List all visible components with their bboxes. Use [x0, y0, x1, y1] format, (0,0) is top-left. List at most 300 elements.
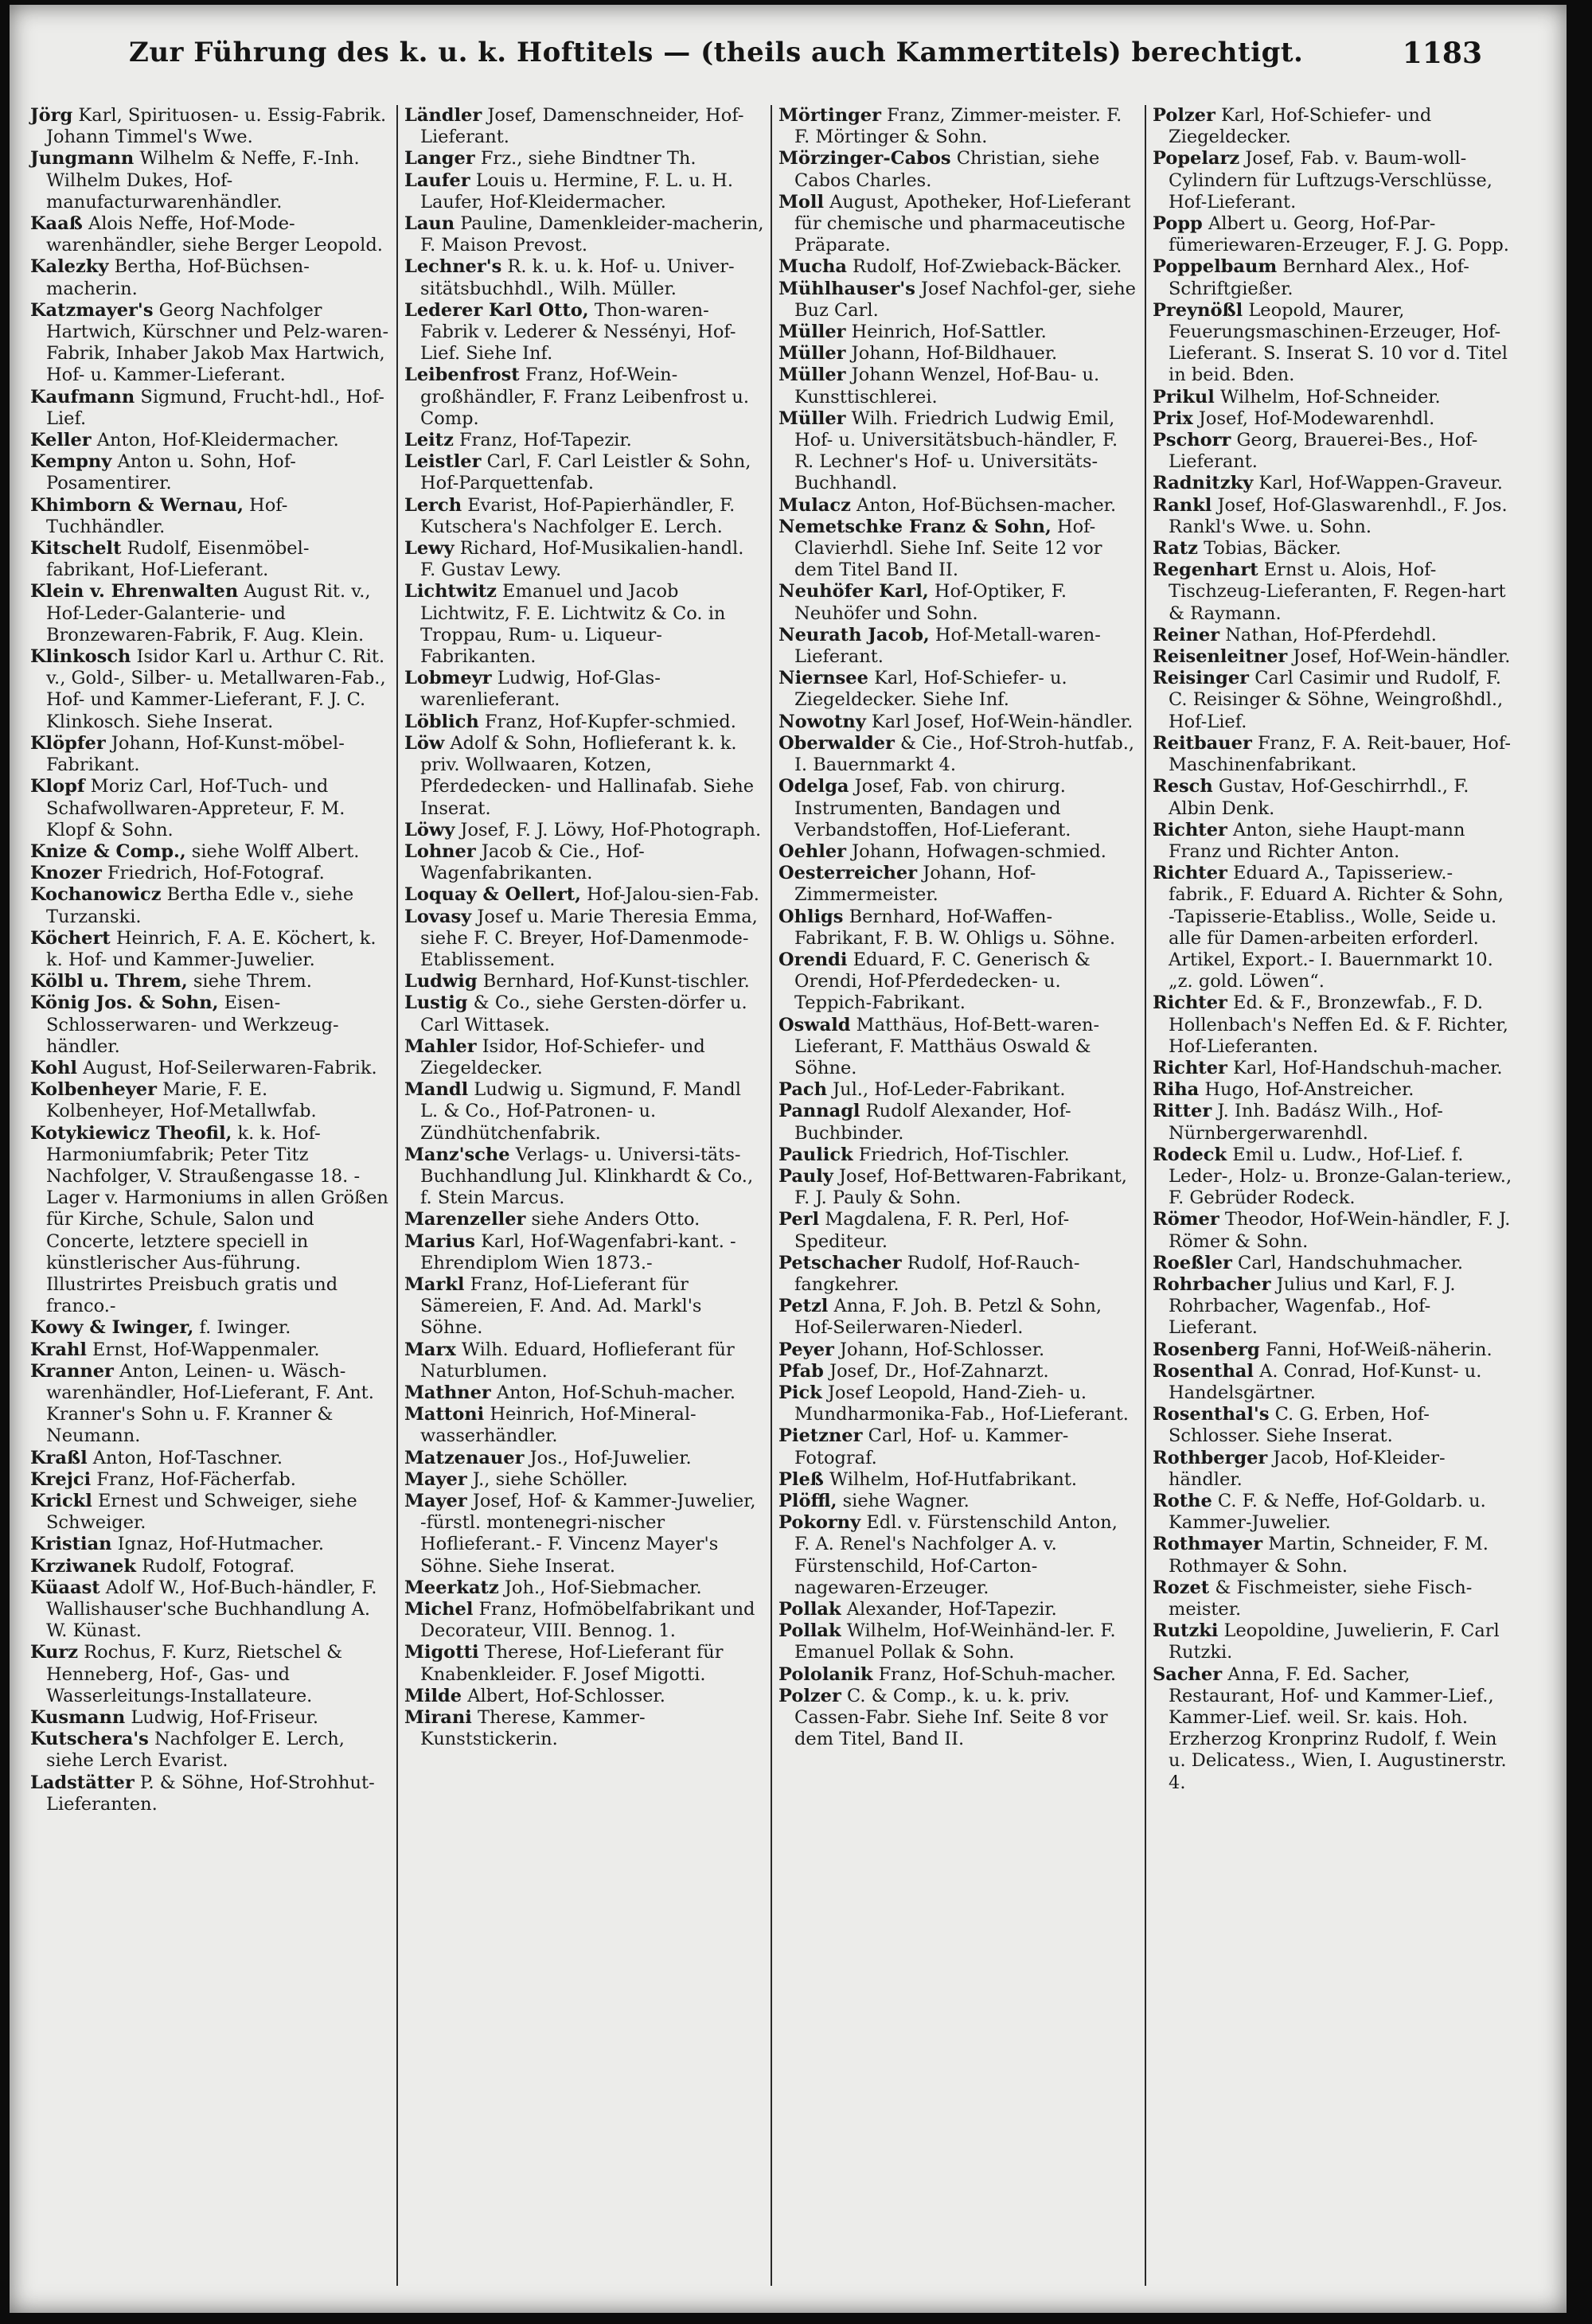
entry-name: Pollak [778, 1599, 841, 1620]
directory-entry [778, 581, 1138, 624]
entry-text: Josef Leopold, Hand-Zieh- u. Mundharmonika-Fab., Hof-Lieferant. [794, 1382, 1129, 1425]
entry-name: Laufer [404, 170, 470, 191]
entry-name: Rozet [1153, 1577, 1210, 1598]
entry-text: Emil u. Ludw., Hof-Lief. f. Leder-, Holz- u. Bronze-Galan-teriew., F. Gebrüder Rodeck. [1169, 1144, 1512, 1209]
entry-text: Louis u. Hermine, F. L. u. H. Laufer, Hof-Kleidermacher. [420, 170, 733, 213]
entry-name: Ratz [1153, 538, 1198, 560]
entry-text: Jos., Hof-Juwelier. [524, 1447, 692, 1468]
entry-text: Franz, Hofmöbelfabrikant und Decorateur, VIII. Bennog. 1. [420, 1599, 755, 1642]
entry-name: Mahler [404, 1035, 477, 1057]
directory-entry [30, 1123, 390, 1318]
entry-name: Roeßler [1153, 1252, 1232, 1273]
entry-name: Lobmeyr [404, 668, 492, 689]
entry-text: J. Inh. Badász Wilh., Hof-Nürnbergerwarenhdl. [1169, 1101, 1443, 1144]
entry-name: Löblich [404, 711, 479, 732]
directory-entry [1153, 1339, 1514, 1361]
entry-name: Pololanik [778, 1663, 873, 1685]
directory-page [10, 5, 1567, 2313]
entry-name: Pach [778, 1079, 827, 1101]
directory-entry [404, 105, 764, 148]
entry-name: Lederer Karl Otto, [404, 299, 589, 321]
entry-text: Ernest und Schweiger, siehe Schweiger. [46, 1491, 357, 1534]
entry-name: Kutschera's [30, 1729, 149, 1750]
entry-text: Hof-Tuchhändler. [46, 494, 288, 537]
directory-entry [778, 256, 1138, 278]
directory-entry [778, 1425, 1138, 1468]
entry-name: Manz'sche [404, 1144, 510, 1165]
entry-text: Franz, Hof-Tapezir. [453, 430, 632, 451]
entry-text: Nachfolger E. Lerch, siehe Lerch Evarist. [46, 1729, 345, 1772]
directory-entry [778, 1339, 1138, 1361]
entry-name: Oswald [778, 1014, 851, 1035]
entry-text: Sigmund, Frucht-hdl., Hof-Lief. [46, 386, 384, 429]
directory-entry [404, 1231, 764, 1274]
directory-entry [404, 1686, 764, 1707]
entry-name: Petzl [778, 1296, 829, 1317]
entry-name: Klinkosch [30, 646, 131, 668]
entry-text: Fanni, Hof-Weiß-näherin. [1259, 1339, 1492, 1360]
entry-name: Reisenleitner [1153, 646, 1288, 668]
directory-entry [404, 451, 764, 494]
entry-name: Ohligs [778, 906, 844, 927]
directory-entry [404, 1469, 764, 1491]
directory-entry [404, 1448, 764, 1469]
entry-name: Michel [404, 1599, 474, 1620]
entry-text: Anna, F. Joh. B. Petzl & Sohn, Hof-Seilerwaren-Niederl. [794, 1296, 1102, 1339]
entry-name: Kristian [30, 1534, 112, 1555]
entry-name: Kitschelt [30, 538, 122, 560]
entry-name: Regenhart [1153, 560, 1258, 581]
entry-text: Friedrich, Hof-Tischler. [853, 1144, 1070, 1165]
directory-entry [1153, 1209, 1514, 1252]
entry-text: Anton, siehe Haupt-mann Franz und Richter Anton. [1169, 819, 1465, 862]
directory-entry [404, 971, 764, 992]
entry-name: Pauly [778, 1165, 833, 1187]
entry-text: Hof-Clavierhdl. Siehe Inf. Seite 12 vor dem Titel Band II. [794, 516, 1102, 581]
entry-name: Migotti [404, 1642, 479, 1663]
directory-entry [778, 841, 1138, 863]
entry-name: Richter [1153, 863, 1227, 884]
directory-entry [1153, 1448, 1514, 1491]
entry-text: Therese, Kammer-Kunststickerin. [420, 1707, 646, 1750]
entry-text: Emanuel und Jacob Lichtwitz, F. E. Lichtwitz & Co. in Troppau, Rum- u. Liqueur-Fabrikanten. [420, 581, 726, 668]
entry-text: Heinrich, Hof-Mineral-wasserhändler. [420, 1404, 696, 1447]
directory-entry [778, 1296, 1138, 1339]
entry-name: Mucha [778, 256, 847, 278]
entry-name: Müller [778, 407, 846, 429]
entry-name: Pokorny [778, 1512, 861, 1534]
entry-text: Georg, Brauerei-Bes., Hof-Lieferant. [1169, 430, 1478, 473]
directory-entry [30, 1058, 390, 1079]
entry-text: f. Iwinger. [193, 1317, 291, 1339]
entry-text: Ernst u. Alois, Hof-Tischzeug-Lieferanten, F. Regen-hart & Raymann. [1169, 560, 1506, 624]
entry-name: Richter [1153, 1057, 1227, 1078]
entry-name: Poppelbaum [1153, 256, 1278, 278]
entry-text: Moriz Carl, Hof-Tuch- und Schafwollwaren-Appreteur, F. M. Klopf & Sohn. [46, 776, 345, 840]
entry-name: Rohrbacher [1153, 1273, 1271, 1295]
entry-text: Eduard, F. C. Generisch & Orendi, Hof-Pferdedecken- u. Teppich-Fabrikant. [794, 949, 1091, 1014]
directory-entry [404, 1707, 764, 1750]
entry-text: Tobias, Bäcker. [1197, 538, 1341, 560]
entry-name: Marius [404, 1230, 475, 1252]
entry-text: Anna, F. Ed. Sacher, Restaurant, Hof- und Kammer-Lief., Kammer-Lief. weil. Sr. kais. Hoh. Erzherzog Kronprinz Rudolf, f. Wein u. Delicatess., Wien, I. Augustinerstr. 4. [1169, 1663, 1507, 1793]
entry-name: Reitbauer [1153, 732, 1252, 754]
entry-name: Kranner [30, 1360, 114, 1382]
entry-text: Franz, Hof-Kupfer-schmied. [478, 711, 736, 732]
directory-entry [404, 1209, 764, 1230]
entry-text: Bernhard, Hof-Kunst-tischler. [477, 971, 750, 992]
entry-text: Joh., Hof-Siebmacher. [498, 1577, 702, 1598]
directory-entry [778, 1664, 1138, 1686]
directory-entry [404, 1577, 764, 1599]
entry-text: Hof-Jalou-sien-Fab. [580, 884, 759, 906]
directory-entry [1153, 1534, 1514, 1577]
entry-text: & Fischmeister, siehe Fisch-meister. [1169, 1577, 1473, 1620]
directory-entry [30, 928, 390, 971]
directory-entry [778, 1101, 1138, 1144]
directory-entry [30, 1556, 390, 1577]
directory-entry [30, 538, 390, 581]
entry-text: Jul., Hof-Leder-Fabrikant. [826, 1079, 1066, 1101]
entry-text: Albert, Hof-Schlosser. [462, 1685, 665, 1706]
directory-entry [30, 1448, 390, 1469]
entry-text: Adolf & Sohn, Hoflieferant k. k. priv. Wollwaaren, Kotzen, Pferdedecken- und Hallinafab. Siehe Inserat. [420, 732, 755, 819]
entry-name: Plöffl, [778, 1491, 837, 1511]
entry-text: Rudolf, Eisenmöbel-fabrikant, Hof-Lieferant. [46, 538, 310, 581]
entry-text: Nathan, Hof-Pferdehdl. [1219, 624, 1437, 645]
directory-entry [404, 300, 764, 365]
entry-name: Polzer [778, 1685, 841, 1706]
entry-text: Wilh. Friedrich Ludwig Emil, Hof- u. Universitätsbuch-händler, F. R. Lechner's Hof- u. Universitäts-Buchhandl. [794, 407, 1118, 494]
directory-entry [404, 668, 764, 711]
directory-entry [404, 712, 764, 733]
entry-name: Löwy [404, 819, 455, 840]
entry-text: Franz, Zimmer-meister. F. F. Mörtinger & Sohn. [794, 105, 1122, 148]
entry-text: Thon-waren-Fabrik v. Lederer & Nessényi, Hof-Lief. Siehe Inf. [420, 299, 736, 365]
directory-entry [30, 1339, 390, 1361]
entry-text: Karl, Hof-Handschuh-macher. [1227, 1057, 1503, 1078]
entry-text: Alois Neffe, Hof-Mode-warenhändler, siehe Berger Leopold. [46, 213, 383, 256]
column-4 [1146, 105, 1520, 2286]
entry-name: Odelga [778, 776, 849, 797]
entry-name: Markl [404, 1273, 465, 1295]
entry-text: Karl, Spirituosen- u. Essig-Fabrik. Johann Timmel's Wwe. [46, 105, 387, 148]
entry-name: Müller [778, 365, 846, 386]
directory-entry [778, 1491, 1138, 1512]
entry-text: R. k. u. k. Hof- u. Univer-sitätsbuchhdl., Wilh. Müller. [420, 256, 735, 299]
directory-entry [404, 1404, 764, 1447]
entry-name: Jungmann [30, 148, 135, 170]
entry-text: Josef, Fab. von chirurg. Instrumenten, Bandagen und Verbandstoffen, Hof-Lieferant. [794, 776, 1071, 840]
directory-entry [30, 387, 390, 430]
entry-text: Adolf W., Hof-Buch-händler, F. Wallishauser'sche Buchhandlung A. W. Künast. [46, 1577, 377, 1642]
entry-name: Leibenfrost [404, 365, 520, 386]
entry-text: Magdalena, F. R. Perl, Hof-Spediteur. [794, 1209, 1070, 1252]
entry-text: siehe Wolff Albert. [185, 840, 360, 862]
entry-name: Popelarz [1153, 148, 1240, 170]
entry-name: Rothmayer [1153, 1534, 1263, 1555]
directory-entry [778, 1209, 1138, 1252]
directory-entry [1153, 1577, 1514, 1620]
entry-name: Pollak [778, 1620, 841, 1642]
entry-text: Karl, Hof-Wappen-Graveur. [1253, 473, 1503, 494]
directory-entry [778, 949, 1138, 1015]
entry-text: Ignaz, Hof-Hutmacher. [111, 1534, 325, 1555]
directory-entry [404, 733, 764, 820]
directory-entry [778, 517, 1138, 582]
directory-entry [1153, 1620, 1514, 1663]
directory-entry [30, 1577, 390, 1643]
entry-name: Neurath Jacob, [778, 624, 930, 645]
directory-entry [1153, 863, 1514, 992]
entry-name: Polzer [1153, 105, 1215, 126]
directory-entry [404, 581, 764, 668]
directory-entry [778, 148, 1138, 191]
directory-entry [30, 1079, 390, 1122]
entry-name: Klein v. Ehrenwalten [30, 581, 239, 602]
entry-text: Ernst, Hof-Wappenmaler. [86, 1339, 320, 1360]
directory-entry [30, 300, 390, 387]
entry-name: Lerch [404, 494, 462, 516]
entry-text: Josef, Hof-Modewarenhdl. [1192, 407, 1435, 429]
column-2 [398, 105, 772, 2286]
entry-name: Prix [1153, 407, 1193, 429]
entry-text: Franz, Hof-Fächerfab. [91, 1468, 296, 1490]
directory-entry [778, 1512, 1138, 1599]
entry-text: Richard, Hof-Musikalien-handl. F. Gustav Lewy. [420, 538, 744, 581]
entry-name: Niernsee [778, 668, 868, 689]
entry-text: Martin, Schneider, F. M. Rothmayer & Sohn. [1169, 1534, 1489, 1577]
directory-entry [1153, 1144, 1514, 1210]
entry-text: Wilhelm & Neffe, F.-Inh. Wilhelm Dukes, Hof-manufacturwarenhändler. [46, 148, 360, 213]
entry-text: Wilhelm, Hof-Hutfabrikant. [823, 1468, 1078, 1490]
entry-text: & Cie., Hof-Stroh-hutfab., I. Bauernmarkt 4. [794, 732, 1135, 776]
directory-entry [1153, 992, 1514, 1058]
entry-name: Reiner [1153, 624, 1220, 645]
entry-text: August, Hof-Seilerwaren-Fabrik. [76, 1057, 377, 1078]
directory-entry [1153, 1404, 1514, 1447]
entry-name: Kempny [30, 451, 112, 473]
entry-name: Pietzner [778, 1425, 863, 1447]
directory-entry [778, 1079, 1138, 1101]
entry-text: C. & Comp., k. u. k. priv. Cassen-Fabr. Siehe Inf. Seite 8 vor dem Titel, Band II. [794, 1685, 1108, 1750]
entry-text: siehe Anders Otto. [525, 1209, 700, 1230]
entry-text: Therese, Hof-Lieferant für Knabenkleider. F. Josef Migotti. [420, 1642, 724, 1685]
directory-entry [778, 668, 1138, 711]
directory-entry [1153, 213, 1514, 256]
directory-entry [404, 992, 764, 1035]
entry-text: Bernhard Alex., Hof-Schriftgießer. [1169, 256, 1469, 299]
entry-text: Josef, Damenschneider, Hof-Lieferant. [420, 105, 744, 148]
entry-name: Klöpfer [30, 732, 106, 754]
directory-entry [778, 1382, 1138, 1425]
entry-name: Rothberger [1153, 1447, 1268, 1468]
directory-entry [778, 776, 1138, 841]
entry-name: Kaaß [30, 213, 83, 235]
entry-text: Johann, Hofwagen-schmied. [846, 840, 1106, 862]
directory-entry [1153, 408, 1514, 430]
entry-name: Marx [404, 1339, 456, 1360]
directory-entry [1153, 473, 1514, 494]
entry-text: Hugo, Hof-Anstreicher. [1199, 1079, 1414, 1101]
entry-name: Kowy & Iwinger, [30, 1317, 194, 1339]
entry-text: Josef, Hof- & Kammer-Juwelier, -fürstl. montenegri-nischer Hoflieferant.- F. Vincenz Mayer's Söhne. Siehe Inserat. [420, 1491, 756, 1577]
directory-entry [1153, 1253, 1514, 1274]
directory-entry [778, 625, 1138, 668]
directory-entry [30, 776, 390, 841]
directory-entry [30, 213, 390, 256]
entry-text: Josef Nachfol-ger, siehe Buz Carl. [794, 278, 1136, 321]
entry-text: Anton, Hof-Kleidermacher. [91, 430, 339, 451]
directory-entry [1153, 105, 1514, 148]
entry-text: Josef, Hof-Glaswarenhdl., F. Jos. Rankl's Wwe. u. Sohn. [1169, 494, 1508, 537]
entry-text: Franz, Hof-Wein-großhändler, F. Franz Leibenfrost u. Comp. [420, 365, 749, 429]
entry-text: Johann, Hof-Kunst-möbel-Fabrikant. [46, 732, 345, 776]
entry-text: Johann, Hof-Bildhauer. [845, 343, 1058, 365]
entry-name: Krejci [30, 1468, 92, 1490]
directory-entry [404, 1491, 764, 1577]
entry-text: August Rit. v., Hof-Leder-Galanterie- und Bronzewaren-Fabrik, F. Aug. Klein. [46, 581, 371, 645]
directory-entry [778, 1361, 1138, 1382]
directory-entry [1153, 1101, 1514, 1144]
entry-name: Katzmayer's [30, 299, 154, 321]
entry-text: Frz., siehe Bindtner Th. [474, 148, 696, 170]
entry-name: Lohner [404, 840, 476, 862]
entry-text: Christian, siehe Cabos Charles. [794, 148, 1100, 191]
entry-name: Lechner's [404, 256, 502, 278]
entry-name: Langer [404, 148, 475, 170]
entry-text: Jacob, Hof-Kleider-händler. [1169, 1447, 1446, 1490]
entry-name: Sacher [1153, 1663, 1223, 1685]
directory-entry [404, 170, 764, 213]
entry-text: Evarist, Hof-Papierhändler, F. Kutschera's Nachfolger E. Lerch. [420, 494, 736, 537]
entry-name: Richter [1153, 992, 1227, 1014]
directory-entry [778, 733, 1138, 776]
directory-entry [1153, 148, 1514, 213]
entry-text: Isidor, Hof-Schiefer- und Ziegeldecker. [420, 1035, 705, 1078]
directory-entry [404, 1642, 764, 1685]
entry-name: Kotykiewicz Theofil, [30, 1122, 232, 1144]
entry-name: Rothe [1153, 1491, 1212, 1511]
entry-text: Marie, F. E. Kolbenheyer, Hof-Metallwfab. [46, 1079, 317, 1122]
entry-name: Peyer [778, 1339, 834, 1360]
entry-name: Mayer [404, 1491, 467, 1511]
directory-entry [1153, 776, 1514, 819]
entry-name: Mörtinger [778, 105, 881, 126]
entry-name: Müller [778, 343, 846, 365]
entry-name: Kusmann [30, 1707, 126, 1729]
entry-name: Römer [1153, 1209, 1219, 1230]
entry-text: Matthäus, Hof-Bett-waren-Lieferant, F. Matthäus Oswald & Söhne. [794, 1014, 1100, 1078]
entry-name: Oehler [778, 840, 846, 862]
directory-entry [404, 1274, 764, 1339]
entry-text: Rudolf, Hof-Rauch-fangkehrer. [794, 1252, 1080, 1295]
entry-name: Mirani [404, 1707, 472, 1729]
entry-text: Heinrich, Hof-Sattler. [845, 322, 1047, 343]
entry-text: P. & Söhne, Hof-Strohhut-Lieferanten. [46, 1772, 375, 1815]
page-header [129, 37, 1482, 92]
entry-text: Johann, Hof-Zimmermeister. [794, 863, 1036, 906]
entry-name: Lichtwitz [404, 581, 497, 602]
directory-entry [30, 1491, 390, 1534]
directory-entry [778, 1253, 1138, 1296]
entry-name: Pfab [778, 1360, 824, 1382]
directory-entry [404, 1599, 764, 1642]
column-1 [24, 105, 398, 2286]
directory-entry [404, 1144, 764, 1210]
directory-entry [30, 992, 390, 1058]
entry-text: Karl, Hof-Schiefer- und Ziegeldecker. [1169, 105, 1432, 148]
entry-text: Anton, Hof-Schuh-macher. [490, 1382, 736, 1403]
entry-text: Leopold, Maurer, Feuerungsmaschinen-Erzeuger, Hof-Lieferant. S. Inserat S. 10 vor d. Titel in beid. Bden. [1169, 299, 1508, 386]
directory-entry [778, 712, 1138, 733]
directory-entry [778, 105, 1138, 148]
entry-name: Mulacz [778, 494, 851, 516]
directory-entry [404, 495, 764, 538]
directory-entry [1153, 538, 1514, 560]
directory-entry [30, 841, 390, 863]
entry-text: Hof-Optiker, F. Neuhöfer und Sohn. [794, 581, 1067, 624]
directory-entry [1153, 1274, 1514, 1339]
directory-entry [30, 451, 390, 494]
entry-text: Wilh. Eduard, Hoflieferant für Naturblumen. [420, 1339, 735, 1382]
entry-text: k. k. Hof-Harmoniumfabrik; Peter Titz Nachfolger, V. Straußengasse 18. -Lager v. Harmoniums in allen Größen für Kirche, Schule, Salon und Concerte, letztere speciell in künstlerischer Aus-führung. Illustrirtes Preisbuch gratis und franco.- [46, 1122, 388, 1317]
directory-entry [30, 495, 390, 538]
directory-entry [30, 1317, 390, 1339]
entry-name: Ladstätter [30, 1772, 135, 1793]
directory-entry [404, 1339, 764, 1382]
entry-name: Pannagl [778, 1101, 860, 1122]
entry-text: Eduard A., Tapisseriew.-fabrik., F. Eduard A. Richter & Sohn, -Tapisserie-Etabliss., Wolle, Seide u. alle für Damen-arbeiten erforderl. Artikel, Export.- I. Bauernmarkt 10. „z. gold. Löwen“. [1169, 863, 1504, 992]
directory-entry [778, 192, 1138, 257]
entry-text: Leopoldine, Juwelierin, F. Carl Rutzki. [1169, 1620, 1500, 1663]
entry-text: Verlags- u. Universi-täts-Buchhandlung Jul. Klinkhardt & Co., f. Stein Marcus. [420, 1144, 754, 1209]
entry-text: Ludwig, Hof-Glas-warenlieferant. [420, 668, 661, 711]
directory-entry [404, 841, 764, 884]
directory-entry [404, 148, 764, 170]
directory-entry [1153, 820, 1514, 863]
column-3 [772, 105, 1146, 2286]
directory-entry [1153, 560, 1514, 625]
entry-name: Pick [778, 1382, 822, 1403]
entry-name: Prikul [1153, 386, 1215, 407]
directory-entry [1153, 625, 1514, 646]
entry-name: Kolbenheyer [30, 1079, 157, 1101]
entry-text: Carl, Hof- u. Kammer-Fotograf. [794, 1425, 1069, 1468]
entry-name: Moll [778, 191, 825, 213]
directory-entry [404, 1036, 764, 1079]
directory-entry [1153, 1079, 1514, 1101]
entry-name: Radnitzky [1153, 473, 1254, 494]
entry-name: Kochanowicz [30, 884, 162, 906]
entry-name: Milde [404, 1685, 462, 1706]
entry-text: C. F. & Neffe, Hof-Goldarb. u. Kammer-Juwelier. [1169, 1491, 1486, 1534]
entry-text: Wilhelm, Hof-Schneider. [1214, 386, 1441, 407]
entry-name: Rosenberg [1153, 1339, 1260, 1360]
running-title: Zur Führung des k. u. k. Hoftitels — (theils auch Kammertitels) berechtigt. [129, 37, 1304, 68]
entry-text: Ed. & F., Bronzewfab., F. D. Hollenbach's Neffen Ed. & F. Richter, Hof-Lieferanten. [1169, 992, 1508, 1057]
entry-name: Nowotny [778, 711, 866, 732]
entry-text: Karl Josef, Hof-Wein-händler. [865, 711, 1134, 732]
directory-entry [404, 820, 764, 841]
directory-entry [404, 365, 764, 430]
directory-entry [778, 1469, 1138, 1491]
entry-name: Kohl [30, 1057, 77, 1078]
entry-name: Resch [1153, 776, 1213, 797]
directory-entry [1153, 495, 1514, 538]
directory-entry [778, 1015, 1138, 1080]
entry-name: Lustig [404, 992, 468, 1014]
